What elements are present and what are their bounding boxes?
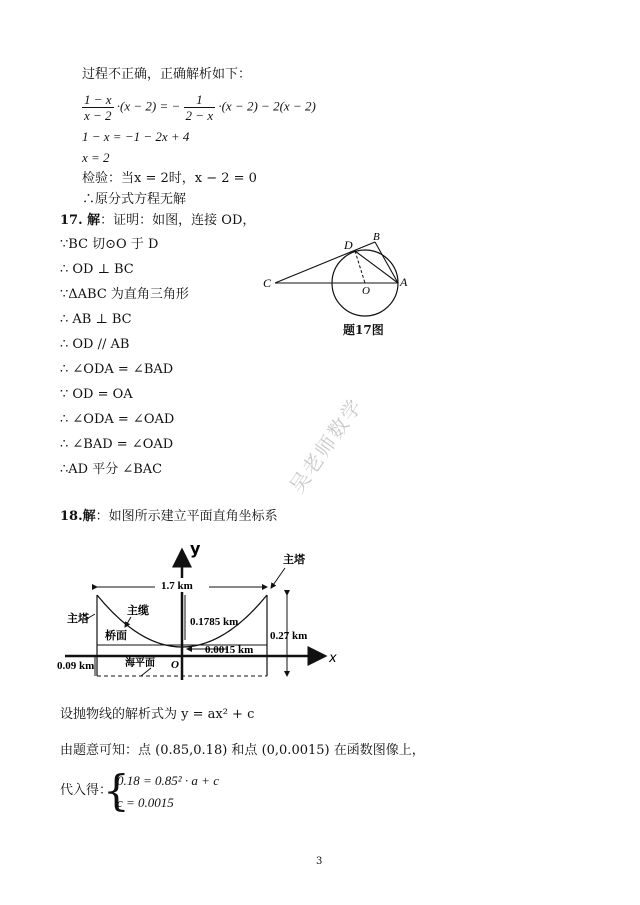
figure-17-caption: 题17图 (343, 323, 384, 337)
equation-1 (82, 92, 316, 128)
label-sea-level: 海平面 (125, 658, 155, 669)
label-o: O (362, 285, 370, 297)
substitute-label: 代入得： (60, 783, 113, 798)
proof-line: ∴ ∠ODA = ∠OAD (60, 412, 175, 427)
segment-od (355, 251, 365, 283)
fraction-1 (82, 92, 114, 123)
sea-pointer (141, 668, 151, 676)
label-deck: 桥面 (105, 629, 127, 642)
problem-18-heading (60, 508, 278, 526)
problem-17-number: 17. 解 (60, 213, 101, 228)
problem-17-heading (60, 212, 255, 230)
proof-line: ∵BC 切⊙O 于 D (60, 237, 159, 252)
figure-18-diagram (55, 540, 345, 685)
x-axis-label: x (329, 651, 337, 666)
problem-17-intro: ：证明：如图，连接 OD， (100, 213, 256, 228)
watermark: 吴老师数学 (284, 393, 368, 498)
intro-text: 过程不正确，正确解析如下： (82, 67, 252, 82)
y-axis-label: y (190, 540, 201, 558)
label-a: A (400, 275, 408, 289)
proof-line: ∴ OD // AB (60, 337, 130, 352)
label-01785: 0.1785 km (190, 616, 239, 628)
proof-line: ∵ OD = OA (60, 387, 133, 402)
figure-17-diagram (255, 230, 425, 322)
conclusion-line: ∴原分式方程无解 (82, 192, 187, 207)
proof-line: ∴ OD ⊥ BC (60, 262, 134, 277)
fraction-1-numerator: 1 − x (84, 92, 112, 107)
label-d: D (344, 238, 353, 252)
proof-line: ∴AD 平分 ∠BAC (60, 462, 163, 477)
fraction-2-numerator: 1 (184, 92, 216, 108)
segment-da (355, 251, 398, 283)
system-brace: { (103, 766, 130, 815)
proof-line: ∴ AB ⊥ BC (60, 312, 132, 327)
problem-18-number: 18.解 (60, 509, 96, 524)
fraction-2 (184, 92, 216, 123)
equation-1-middle: ·(x − 2) = − (116, 98, 181, 114)
label-009: 0.09 km (57, 660, 95, 672)
equation-1-end: ·(x − 2) − 2(x − 2) (218, 98, 316, 114)
equation-3: x = 2 (82, 150, 110, 165)
span-label: 1.7 km (161, 580, 193, 592)
label-b: B (373, 231, 380, 243)
page-number: 3 (316, 856, 323, 867)
equation-2: 1 − x = −1 − 2x + 4 (82, 129, 190, 144)
given-points: 由题意可知：点 (0.85,0.18) 和点 (0,0.0015) 在函数图像上， (60, 743, 425, 758)
proof-line: ∴ ∠ODA = ∠BAD (60, 362, 174, 377)
label-00015: 0.0015 km (205, 644, 254, 656)
tower-right-pointer (271, 568, 285, 588)
fraction-2-denominator: 2 − x (185, 108, 214, 123)
label-tower-right: 主塔 (283, 553, 305, 566)
system-equation-1: 0.18 = 0.85² · a + c (117, 773, 219, 788)
system-equation-2: c = 0.0015 (117, 795, 174, 810)
problem-18-intro: ：如图所示建立平面直角坐标系 (95, 509, 278, 524)
label-main-cable: 主缆 (127, 604, 149, 617)
check-line: 检验：当x = 2时，x − 2 = 0 (82, 171, 257, 186)
label-027: 0.27 km (270, 630, 308, 642)
proof-line: ∴ ∠BAD = ∠OAD (60, 437, 174, 452)
segment-cb (275, 242, 375, 283)
fraction-1-denominator: x − 2 (84, 108, 112, 123)
segment-ba (375, 242, 398, 283)
label-c: C (263, 276, 272, 290)
origin-label: O (171, 659, 179, 671)
parabola-setup: 设抛物线的解析式为 y = ax² + c (60, 707, 255, 722)
proof-line: ∵ΔABC 为直角三角形 (60, 287, 189, 302)
label-tower-left: 主塔 (67, 612, 89, 625)
